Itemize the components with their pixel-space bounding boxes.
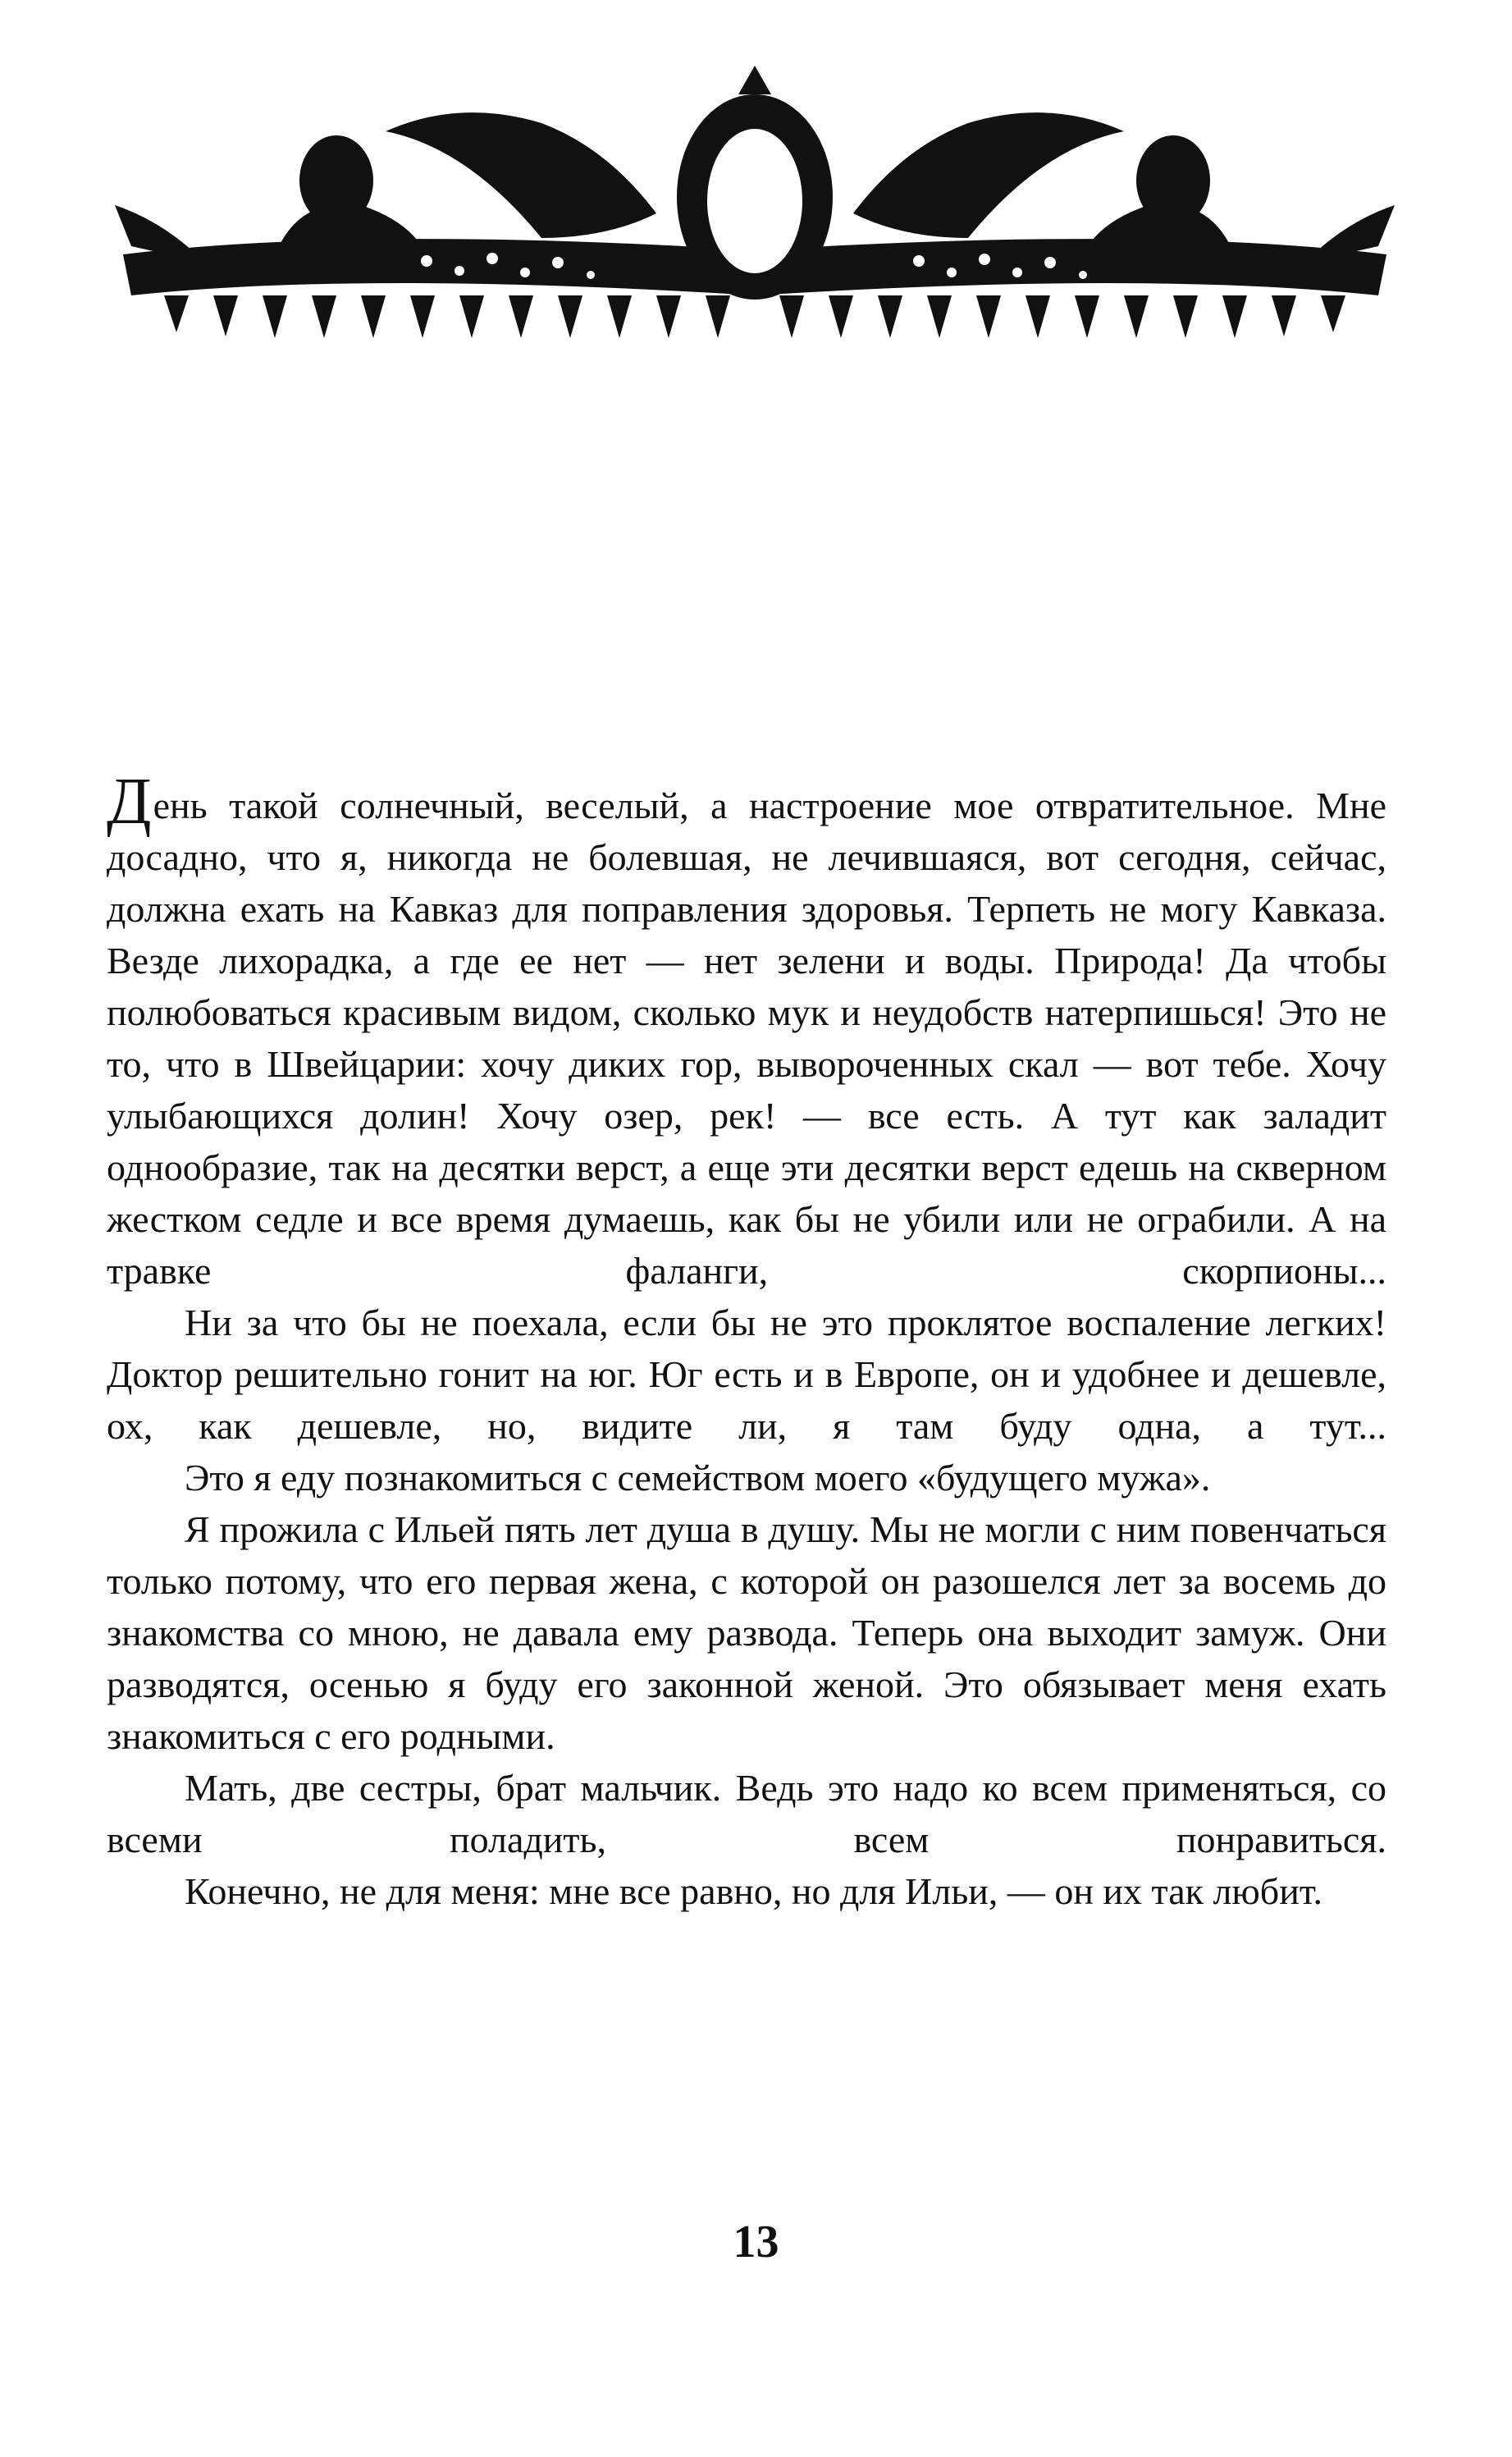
paragraph-2: Ни за что бы не поехала, если бы не это проклятое воспаление легких! Доктор решительно гонит на юг. Юг есть и в Европе, он и удобнее и дешевле, ох, как дешевле, но, видите ли, я там буду одна, а тут...: [107, 1302, 1386, 1447]
paragraph-1-text: ень такой солнечный, веселый, а настроение мое отвратительное. Мне досадно, что я, никогда не болевшая, не лечившаяся, вот сегодня, сейчас, должна ехать на Кавказ для поправления здоровья. Терпеть не могу Кавказа. Везде лихорадка, а где ее нет — нет зелени и воды. Природа! Да чтобы полюбоваться красивым видом, сколько мук и неудобств натерпишься! Это не то, что в Швейцарии: хочу диких гор, вывороченных скал — вот тебе. Хочу улыбающихся долин! Хочу озер, рек! — все есть. А тут как заладит однообразие, так на десятки верст, а еще эти десятки верст едешь на скверном жестком седле и все время думаешь, как бы не убили или не ограбили. А на травке фаланги, скорпионы...: [107, 785, 1386, 1292]
page-number: 13: [733, 2217, 779, 2267]
drop-cap: Д: [107, 766, 152, 838]
paragraph-5: Мать, две сестры, брат мальчик. Ведь это надо ко всем применяться, со всеми поладить, всем понравиться.: [107, 1767, 1386, 1860]
decorative-headpiece-icon: [115, 49, 1395, 377]
paragraph-6: Конечно, не для меня: мне все равно, но для Ильи, — он их так любит.: [185, 1870, 1322, 1912]
main-text: [107, 766, 1386, 1917]
paragraph-3: Это я еду познакомиться с семейством моего «будущего мужа».: [185, 1457, 1211, 1498]
paragraph-4: Я прожила с Ильей пять лет душа в душу. Мы не могли с ним повенчаться только потому, что его первая жена, с которой он разошелся лет за восемь до знакомства со мною, не давала ему развода. Теперь она выходит замуж. Они разводятся, осенью я буду его законной женой. Это обязывает меня ехать знакомиться с его родными.: [107, 1508, 1386, 1757]
paragraph-1: [107, 766, 1386, 1297]
